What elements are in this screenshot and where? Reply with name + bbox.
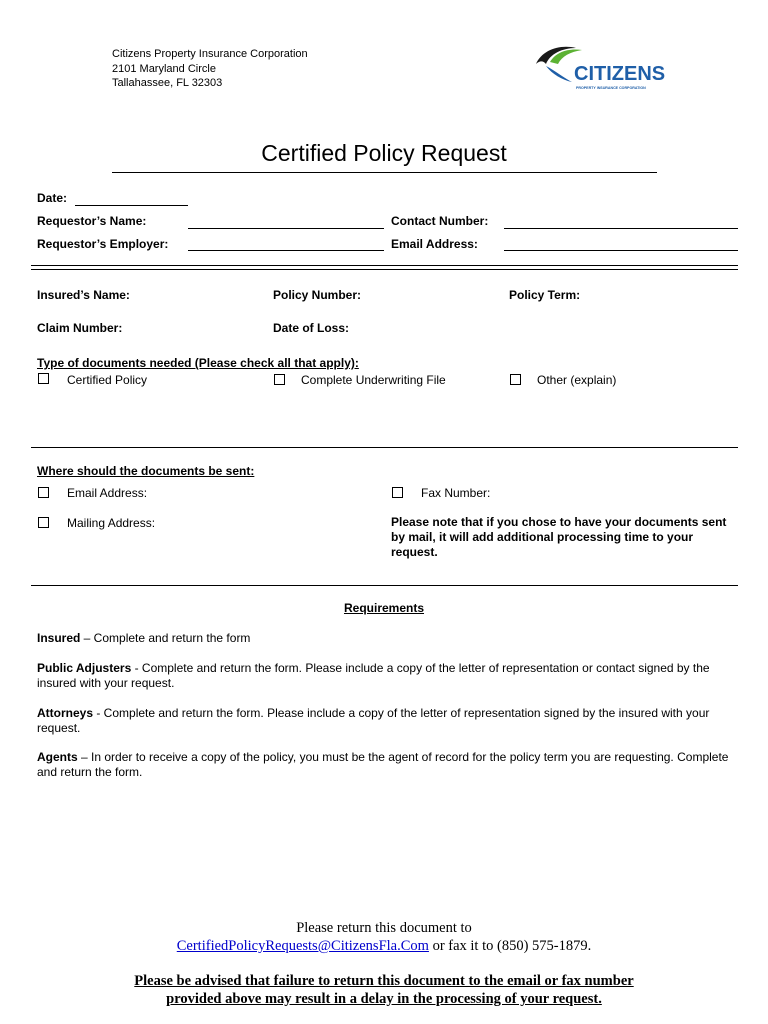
section-divider bbox=[31, 585, 738, 586]
return-fax-text: or fax it to (850) 575-1879. bbox=[428, 938, 592, 954]
certified-policy-label: Certified Policy bbox=[67, 373, 148, 387]
claim-number-label: Claim Number: bbox=[37, 321, 123, 335]
requestor-employer-field[interactable] bbox=[188, 250, 384, 251]
company-street: 2101 Maryland Circle bbox=[112, 62, 216, 75]
certified-policy-checkbox[interactable] bbox=[38, 373, 49, 384]
email-address-label: Email Address: bbox=[391, 237, 478, 251]
delay-warning-line1: Please be advised that failure to return this document to the email or fax number bbox=[134, 973, 634, 989]
requestor-name-label: Requestor’s Name: bbox=[37, 214, 147, 228]
contact-number-label: Contact Number: bbox=[391, 214, 489, 228]
date-field[interactable] bbox=[75, 205, 188, 206]
return-instructions bbox=[0, 919, 768, 955]
company-name: Citizens Property Insurance Corporation bbox=[112, 48, 308, 60]
return-line: Please return this document to bbox=[296, 920, 472, 936]
underwriting-file-label: Complete Underwriting File bbox=[301, 373, 446, 387]
contact-number-field[interactable] bbox=[504, 228, 738, 229]
requestor-employer-label: Requestor’s Employer: bbox=[37, 237, 169, 251]
page-title: Certified Policy Request bbox=[261, 140, 507, 166]
underwriting-file-checkbox[interactable] bbox=[274, 374, 285, 385]
requirement-agents: Agents – In order to receive a copy of the policy, you must be the agent of record for the policy term you are requesting. Complete and return the form. bbox=[37, 750, 729, 779]
mail-delivery-checkbox[interactable] bbox=[38, 517, 49, 528]
requirements-heading: Requirements bbox=[343, 601, 425, 615]
date-label: Date: bbox=[37, 191, 68, 205]
fax-delivery-checkbox[interactable] bbox=[392, 487, 403, 498]
citizens-swoosh-icon bbox=[532, 42, 666, 92]
delay-warning bbox=[0, 972, 768, 1008]
other-checkbox[interactable] bbox=[510, 374, 521, 385]
policy-number-label: Policy Number: bbox=[273, 288, 362, 302]
requestor-name-field[interactable] bbox=[188, 228, 384, 229]
title-rule bbox=[112, 172, 657, 173]
mail-processing-note: Please note that if you chose to have your documents sent by mail, it will add additional processing time to your request. bbox=[391, 515, 727, 559]
svg-text:CITIZENS: CITIZENS bbox=[574, 63, 666, 85]
delay-warning-line2: provided above may result in a delay in the processing of your request. bbox=[166, 991, 602, 1007]
other-label: Other (explain) bbox=[537, 373, 617, 387]
email-address-field[interactable] bbox=[504, 250, 738, 251]
section-divider bbox=[31, 269, 738, 270]
policy-term-label: Policy Term: bbox=[509, 288, 581, 302]
email-delivery-checkbox[interactable] bbox=[38, 487, 49, 498]
delivery-heading: Where should the documents be sent: bbox=[37, 464, 255, 478]
fax-delivery-label: Fax Number: bbox=[421, 486, 491, 500]
email-delivery-label: Email Address: bbox=[67, 486, 148, 500]
requirement-attorneys: Attorneys - Complete and return the form. Please include a copy of the letter of representation signed by the insured with your request. bbox=[37, 706, 710, 735]
section-divider bbox=[31, 447, 738, 448]
company-address bbox=[112, 47, 308, 91]
requirement-public-adjusters: Public Adjusters - Complete and return the form. Please include a copy of the letter of representation or contact signed by the insured with your request. bbox=[37, 661, 710, 690]
insured-name-label: Insured’s Name: bbox=[37, 288, 130, 302]
company-city: Tallahassee, FL 32303 bbox=[112, 77, 223, 89]
section-divider bbox=[31, 265, 738, 266]
requirement-insured: Insured – Complete and return the form bbox=[37, 631, 251, 645]
citizens-logo bbox=[532, 42, 666, 92]
svg-text:PROPERTY INSURANCE CORPORATION: PROPERTY INSURANCE CORPORATION bbox=[576, 86, 646, 90]
mail-delivery-label: Mailing Address: bbox=[67, 516, 156, 530]
date-of-loss-label: Date of Loss: bbox=[273, 321, 350, 335]
documents-heading: Type of documents needed (Please check all that apply): bbox=[37, 356, 359, 370]
return-contact-line bbox=[0, 937, 768, 955]
return-email-link[interactable]: CertifiedPolicyRequests@CitizensFla.Com bbox=[176, 938, 429, 954]
